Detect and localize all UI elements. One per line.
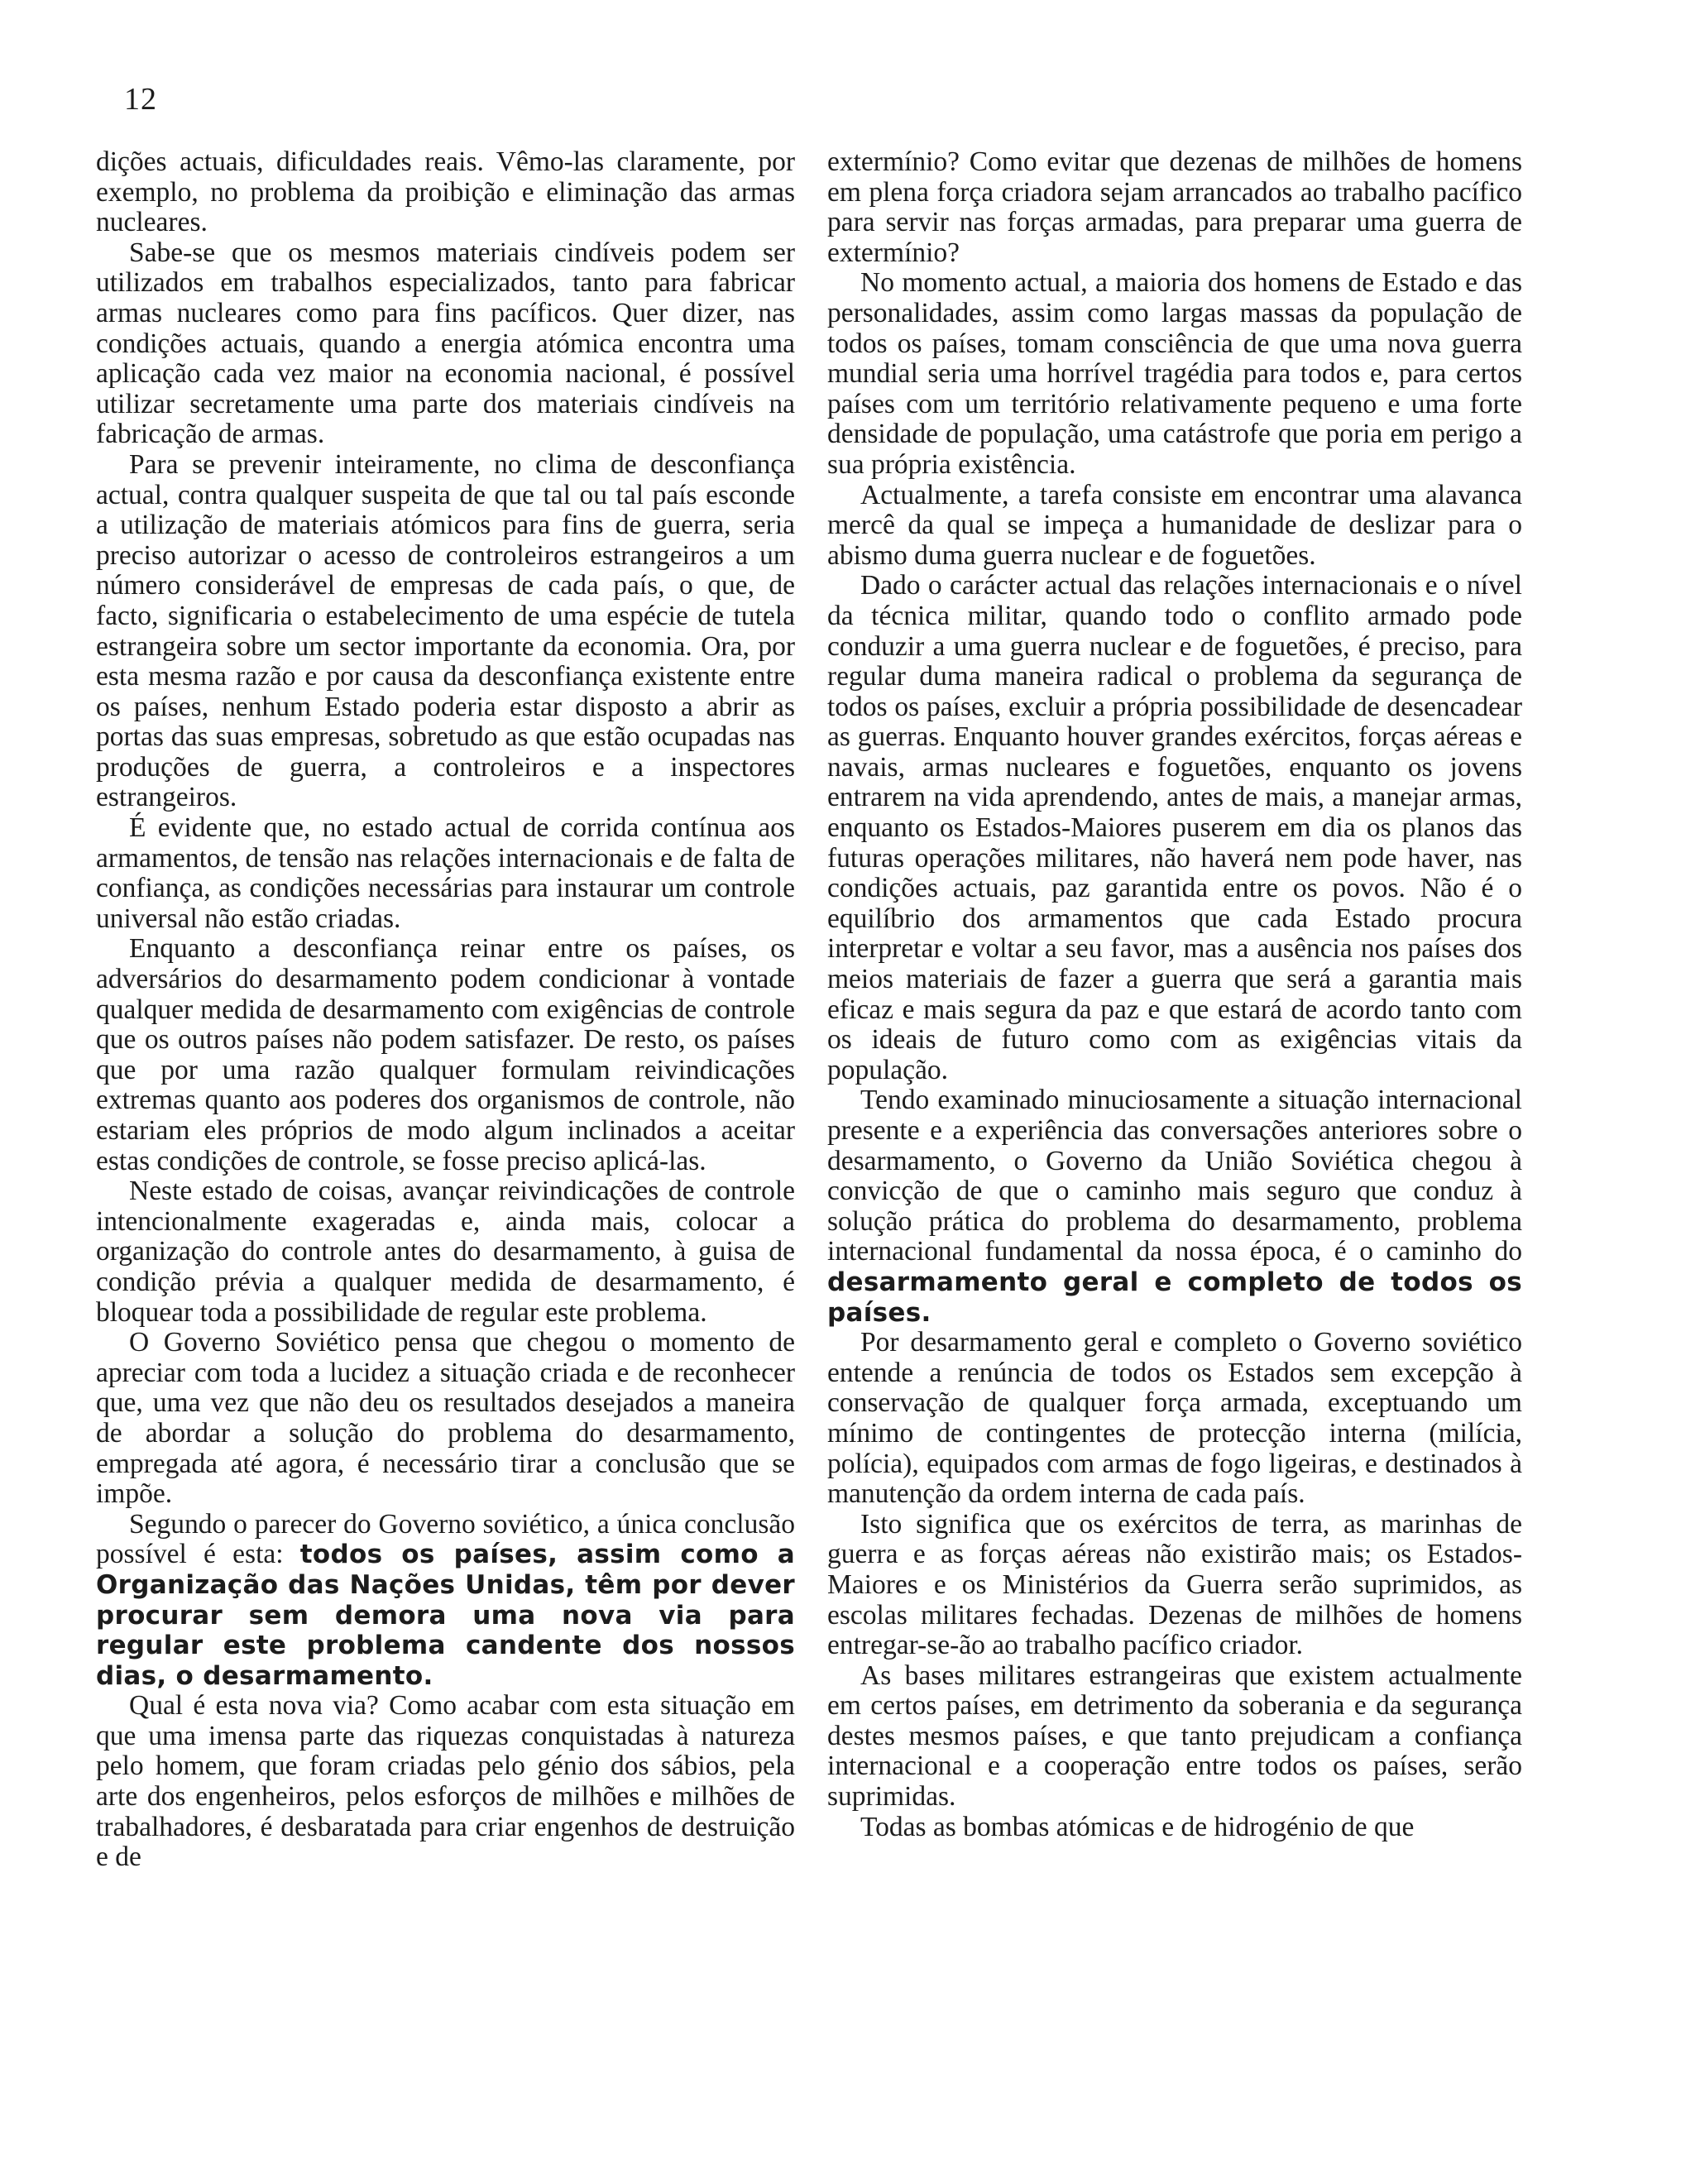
paragraph bbox=[827, 1510, 1522, 1661]
paragraph-text: Tendo examinado minuciosamente a situação internacional presente e a experiência das conversações anteriores sobre o desarmamento, o Governo da União Soviética chegou à convicção de que o caminho mais seguro que conduz à solução prática do problema do desarmamento, problema internacional fundamental da nossa época, é o caminho do bbox=[827, 1085, 1522, 1267]
paragraph bbox=[827, 481, 1522, 572]
paragraph-text: É evidente que, no estado actual de corrida contínua aos armamentos, de tensão nas relações internacionais e de falta de confiança, as condições necessárias para instaurar um controle universal não estão criadas. bbox=[96, 812, 795, 934]
emphasis-text: desarmamento geral e completo de todos os países. bbox=[827, 1267, 1522, 1328]
right-column bbox=[827, 147, 1522, 2149]
paragraph-text: Enquanto a desconfiança reinar entre os países, os adversários do desarmamento podem condicionar à vontade qualquer medida de desarmamento com exigências de controle que os outros países não podem satisfazer. De resto, os países que por uma razão qualquer formulam reivindicações extremas quanto aos poderes dos organismos de controle, não estariam eles próprios de modo algum inclinados a aceitar estas condições de controle, se fosse preciso aplicá-las. bbox=[96, 933, 795, 1176]
paragraph bbox=[96, 1691, 795, 1873]
paragraph-text: Qual é esta nova via? Como acabar com esta situação em que uma imensa parte das riquezas conquistadas à natureza pelo homem, que foram criadas pelo génio dos sábios, pela arte dos engenheiros, pelos esforços de milhões e milhões de trabalhadores, é desbaratada para criar engenhos de destruição e de bbox=[96, 1690, 795, 1873]
page-number: 12 bbox=[124, 82, 157, 117]
paragraph bbox=[827, 1813, 1522, 1843]
paragraph bbox=[96, 238, 795, 450]
paragraph bbox=[827, 147, 1522, 268]
paragraph bbox=[96, 147, 795, 238]
paragraph bbox=[96, 1510, 795, 1692]
paragraph bbox=[96, 934, 795, 1176]
paragraph bbox=[96, 450, 795, 813]
paragraph-text: Actualmente, a tarefa consiste em encontrar uma alavanca mercê da qual se impeça a humanidade de deslizar para o abismo duma guerra nuclear e de foguetões. bbox=[827, 479, 1522, 571]
paragraph-text: extermínio? Como evitar que dezenas de milhões de homens em plena força criadora sejam arrancados ao trabalho pacífico para servir nas forças armadas, para preparar uma guerra de extermínio? bbox=[827, 147, 1522, 268]
emphasis-text: todos os países, assim como a Organização das Nações Unidas, têm por dever procurar sem demora uma nova via para regular este problema candente dos nossos dias, o desarmamento. bbox=[96, 1540, 795, 1691]
paragraph-text: Neste estado de coisas, avançar reivindicações de controle intencionalmente exageradas e, ainda mais, colocar a organização do controle antes do desarmamento, à guisa de condição prévia a qualquer medida de desarmamento, é bloquear toda a possibilidade de regular este problema. bbox=[96, 1176, 795, 1328]
paragraph bbox=[827, 1085, 1522, 1328]
paragraph-text: As bases militares estrangeiras que existem actualmente em certos países, em detrimento da soberania e da segurança destes mesmos países, e que tanto prejudicam a confiança internacional e a cooperação entre todos os países, serão suprimidas. bbox=[827, 1660, 1522, 1813]
paragraph bbox=[827, 571, 1522, 1085]
paragraph-text: dições actuais, dificuldades reais. Vêmo-las claramente, por exemplo, no problema da proibição e eliminação das armas nucleares. bbox=[96, 147, 795, 238]
paragraph-text: No momento actual, a maioria dos homens de Estado e das personalidades, assim como largas massas da população de todos os países, tomam consciência de que uma nova guerra mundial seria uma horrível tragédia para todos e, para certos países com um território relativamente pequeno e uma forte densidade de população, uma catástrofe que poria em perigo a sua própria existência. bbox=[827, 267, 1522, 480]
paragraph-text: Isto significa que os exércitos de terra, as marinhas de guerra e as forças aéreas não existirão mais; os Estados-Maiores e os Ministérios da Guerra serão suprimidos, as escolas militares fechadas. Dezenas de milhões de homens entregar-se-ão ao trabalho pacífico criador. bbox=[827, 1508, 1522, 1661]
paragraph-text: Todas as bombas atómicas e de hidrogénio de que bbox=[860, 1811, 1415, 1842]
paragraph-text: Dado o carácter actual das relações internacionais e o nível da técnica militar, quando todo o conflito armado pode conduzir a uma guerra nuclear e de foguetões, é preciso, para regular duma maneira radical o problema da segurança de todos os países, excluir a própria possibilidade de desencadear as guerras. Enquanto houver grandes exércitos, forças aéreas e navais, armas nucleares e foguetões, enquanto os jovens entrarem na vida aprendendo, antes de mais, a manejar armas, enquanto os Estados-Maiores puserem em dia os planos das futuras operações militares, não haverá nem pode haver, nas condições actuais, paz garantida entre os povos. Não é o equilíbrio dos armamentos que cada Estado procura interpretar e voltar a seu favor, mas a ausência nos países dos meios materiais de fazer a guerra que será a garantia mais eficaz e mais segura da paz e que estará de acordo tanto com os ideais de futuro como com as exigências vitais da população. bbox=[827, 570, 1522, 1085]
paragraph bbox=[827, 268, 1522, 480]
paragraph bbox=[827, 1328, 1522, 1510]
paragraph-text: Segundo o parecer do Governo soviético, a única conclusão possível é esta: bbox=[96, 1508, 795, 1570]
paragraph-text: O Governo Soviético pensa que chegou o momento de apreciar com toda a lucidez a situação criada e de reconhecer que, uma vez que não deu os resultados desejados a maneira de abordar a solução do problema do desarmamento, empregada até agora, é necessário tirar a conclusão que se impõe. bbox=[96, 1327, 795, 1510]
paragraph bbox=[96, 813, 795, 934]
paragraph bbox=[827, 1661, 1522, 1813]
paragraph bbox=[96, 1176, 795, 1328]
paragraph bbox=[96, 1328, 795, 1510]
paragraph-text: Por desarmamento geral e completo o Governo soviético entende a renúncia de todos os Estados sem excepção à conservação de qualquer força armada, exceptuando um mínimo de contingentes de protecção interna (milícia, polícia), equipados com armas de fogo ligeiras, e destinados à manutenção da ordem interna de cada país. bbox=[827, 1327, 1522, 1510]
paragraph-text: Sabe-se que os mesmos materiais cindíveis podem ser utilizados em trabalhos especializados, tanto para fabricar armas nucleares como para fins pacíficos. Quer dizer, nas condições actuais, quando a energia atómica encontra uma aplicação cada vez maior na economia nacional, é possível utilizar secretamente uma parte dos materiais cindíveis na fabricação de armas. bbox=[96, 237, 795, 450]
paragraph-text: Para se prevenir inteiramente, no clima de desconfiança actual, contra qualquer suspeita de que tal ou tal país esconde a utilização de materiais atómicos para fins de guerra, seria preciso autorizar o acesso de controleiros estrangeiros a um número considerável de empresas de cada país, o que, de facto, significaria o estabelecimento de uma espécie de tutela estrangeira sobre um sector importante da economia. Ora, por esta mesma razão e por causa da desconfiança existente entre os países, nenhum Estado poderia estar disposto a abrir as portas das suas empresas, sobretudo as que estão ocupadas nas produções de guerra, a controleiros e a inspectores estrangeiros. bbox=[96, 448, 795, 813]
left-column bbox=[96, 147, 795, 2149]
